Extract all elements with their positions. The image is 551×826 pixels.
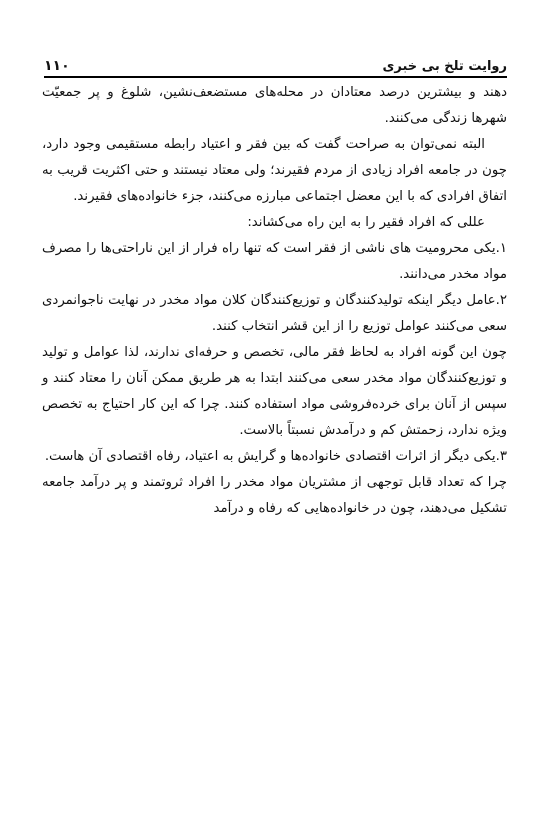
paragraph-explanation: چون این گونه افراد به لحاظ فقر مالی، تخصص و حرفه‌ای ندارند، لذا عوامل و تولید و توزیع‌کنندگان مواد مخدر سعی می‌کنند ابتدا به هر طریق ممکن آنان را معتاد کنند و سپس از آنان برای خرده‌فروشی مواد استفاده کنند. چرا که این کار احتیاج به تخصص ویژه ندارد، زحمتش کم و درآمدش نسبتاً بالاست. xyxy=(42,345,507,438)
header-rule xyxy=(44,76,507,78)
list-item-2: ۲.عامل دیگر اینکه تولیدکنندگان و توزیع‌کنندگان کلان مواد مخدر در نهایت ناجوانمردی سعی می‌کنند عوامل توزیع را از این قشر انتخاب کنند. xyxy=(42,293,507,334)
paragraph-poverty-addiction: البته نمی‌توان به صراحت گفت که بین فقر و اعتیاد رابطه مستقیمی وجود دارد، چون در جامعه افراد زیادی از مردم فقیرند؛ ولی معتاد نیستند و حتی اکثریت قریب به اتفاق افرادی که با این معضل اجتماعی مبارزه می‌کنند، جزء خانواده‌های فقیرند. xyxy=(42,137,507,204)
paragraph-continuation: دهند و بیشترین درصد معتادان در محله‌های مستضعف‌نشین، شلوغ و پر جمعیّت شهرها زندگی می‌کنند. xyxy=(42,85,507,126)
page-header xyxy=(44,50,507,74)
running-title: روایت تلخ بی خبری xyxy=(382,59,507,74)
body-text xyxy=(42,80,507,522)
paragraph-wealthy-customers: چرا که تعداد قابل توجهی از مشتریان مواد مخدر را افراد ثروتمند و پر درآمد جامعه تشکیل می‌دهند، چون در خانواده‌هایی که رفاه و درآمد xyxy=(42,475,507,516)
paragraph-causes-intro: عللی که افراد فقیر را به این راه می‌کشاند: xyxy=(247,215,485,230)
page-number: ۱۱۰ xyxy=(44,58,70,74)
list-item-1: ۱.یکی محرومیت های ناشی از فقر است که تنها راه فرار از این ناراحتی‌ها را مصرف مواد مخدر می‌دانند. xyxy=(42,241,507,282)
list-item-3: ۳.یکی دیگر از اثرات اقتصادی خانواده‌ها و گرایش به اعتیاد، رفاه اقتصادی آن هاست. xyxy=(44,449,507,464)
